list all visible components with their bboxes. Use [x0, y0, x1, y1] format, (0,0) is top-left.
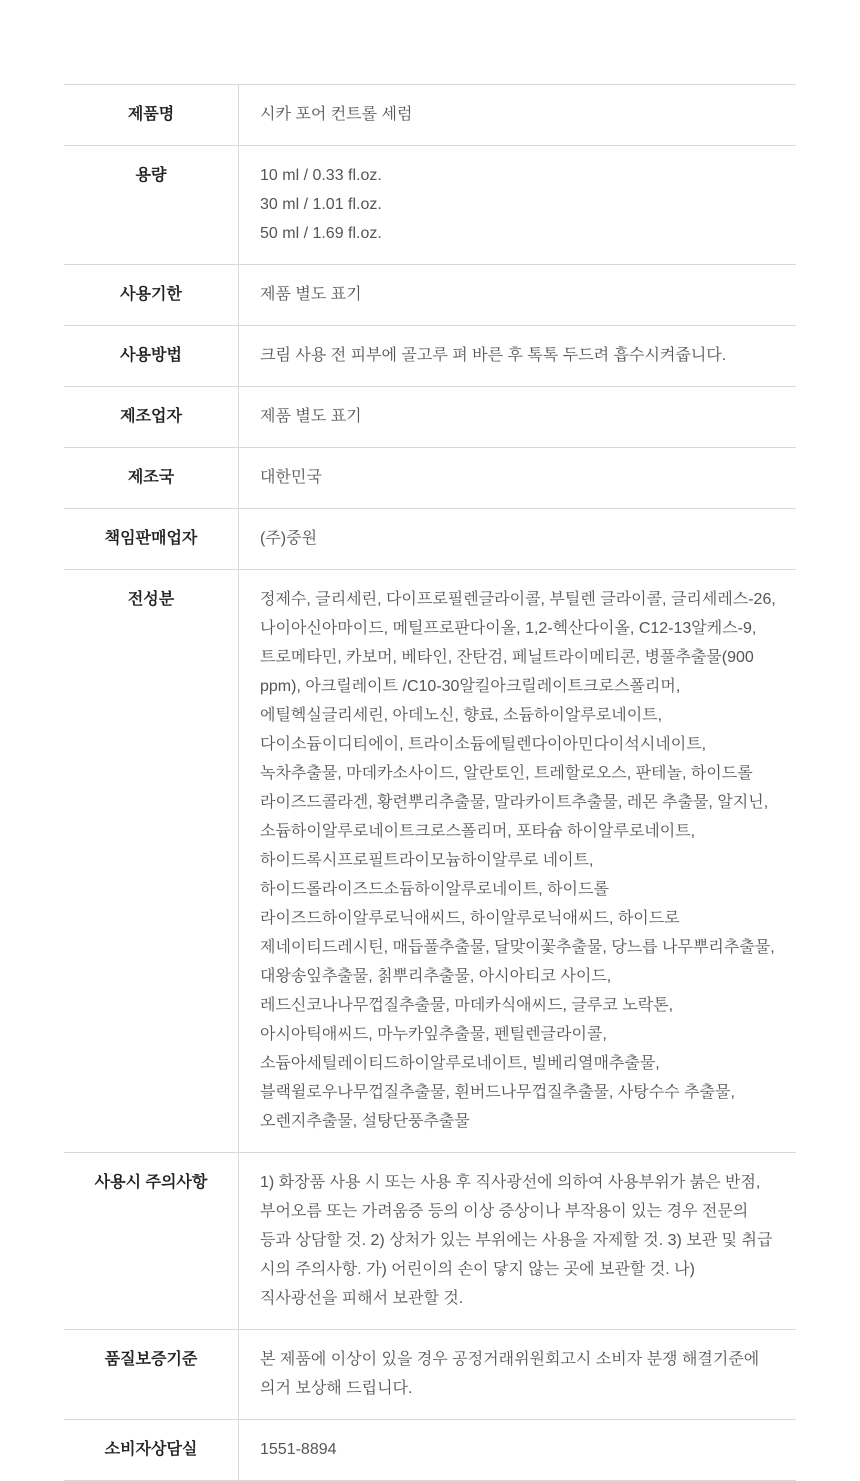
row-value: 제품 별도 표기 — [260, 286, 362, 303]
row-value: 대한민국 — [260, 469, 322, 486]
row-ingredients — [64, 570, 796, 1153]
row-label: 소비자상담실 — [64, 1420, 239, 1480]
row-label: 용량 — [64, 146, 239, 264]
row-quality-guarantee — [64, 1330, 796, 1420]
row-customer-service — [64, 1420, 796, 1481]
volume-line: 10 ml / 0.33 fl.oz. — [260, 167, 382, 184]
row-expiry — [64, 265, 796, 326]
volume-line: 50 ml / 1.69 fl.oz. — [260, 225, 382, 242]
row-value: 본 제품에 이상이 있을 경우 공정거래위원회고시 소비자 분쟁 해결기준에 의거 보상해 드립니다. — [260, 1351, 760, 1397]
row-value — [239, 146, 796, 264]
row-value: (주)중원 — [260, 530, 318, 547]
row-value: 1) 화장품 사용 시 또는 사용 후 직사광선에 의하여 사용부위가 붉은 반점, 부어오름 또는 가려움증 등의 이상 증상이나 부작용이 있는 경우 전문의 등과 상담할 것. 2) 상처가 있는 부위에는 사용을 자제할 것. 3) 보관 및 취급 시의 주의사항. 가) 어린이의 손이 닿지 않는 곳에 보관할 것. 나) 직사광선을 피해서 보관할 것. — [260, 1174, 773, 1307]
row-usage — [64, 326, 796, 387]
row-label: 제조업자 — [64, 387, 239, 447]
row-country — [64, 448, 796, 509]
row-label: 품질보증기준 — [64, 1330, 239, 1419]
volume-line: 30 ml / 1.01 fl.oz. — [260, 196, 382, 213]
row-label: 책임판매업자 — [64, 509, 239, 569]
row-volume — [64, 146, 796, 265]
row-label: 제품명 — [64, 85, 239, 145]
row-value: 크림 사용 전 피부에 골고루 펴 바른 후 톡톡 두드려 흡수시켜줍니다. — [260, 347, 727, 364]
row-precautions — [64, 1153, 796, 1330]
row-label: 전성분 — [64, 570, 239, 1152]
row-label: 제조국 — [64, 448, 239, 508]
row-value: 제품 별도 표기 — [260, 408, 362, 425]
customer-service-phone: 1551-8894 — [260, 1441, 337, 1458]
row-seller — [64, 509, 796, 570]
row-product-name — [64, 85, 796, 146]
row-label: 사용기한 — [64, 265, 239, 325]
product-info-table — [64, 84, 796, 1481]
row-value: 정제수, 글리세린, 다이프로필렌글라이콜, 부틸렌 글라이콜, 글리세레스-26, 나이아신아마이드, 메틸프로판다이올, 1,2-헥산다이올, C12-13알케스-9, 트로메타민, 카보머, 베타인, 잔탄검, 페닐트라이메티콘, 병풀추출물(900 ppm), 아크릴레이트 /C10-30알킬아크릴레이트크로스폴리머, 에틸헥실글리세린, 아데노신, 향료, 소듐하이알루로네이트, 다이소듐이디티에이, 트라이소듐에틸렌다이아민다이석시네이트, 녹차추출물, 마데카소사이드, 알란토인, 트레할로오스, 판테놀, 하이드롤 라이즈드콜라겐, 황련뿌리추출물, 말라카이트추출물, 레몬 추출물, 알지닌, 소듐하이알루로네이트크로스폴리머, 포타슘 하이알루로네이트, 하이드록시프로필트라이모늄하이알루로 네이트, 하이드롤라이즈드소듐하이알루로네이트, 하이드롤 라이즈드하이알루로닉애씨드, 하이알루로닉애씨드, 하이드로 제네이티드레시틴, 매듭풀추출물, 달맞이꽃추출물, 당느릅 나무뿌리추출물, 대왕송잎추출물, 칡뿌리추출물, 아시아티코 사이드, 레드신코나나무껍질추출물, 마데카식애씨드, 글루코 노락톤, 아시아틱애씨드, 마누카잎추출물, 펜틸렌글라이콜, 소듐아세틸레이티드하이알루로네이트, 빌베리열매추출물, 블랙윌로우나무껍질추출물, 흰버드나무껍질추출물, 사탕수수 추출물, 오렌지추출물, 설탕단풍추출물 — [260, 591, 776, 1130]
row-manufacturer — [64, 387, 796, 448]
row-label: 사용시 주의사항 — [64, 1153, 239, 1329]
row-label: 사용방법 — [64, 326, 239, 386]
row-value: 시카 포어 컨트롤 세럼 — [260, 106, 413, 123]
